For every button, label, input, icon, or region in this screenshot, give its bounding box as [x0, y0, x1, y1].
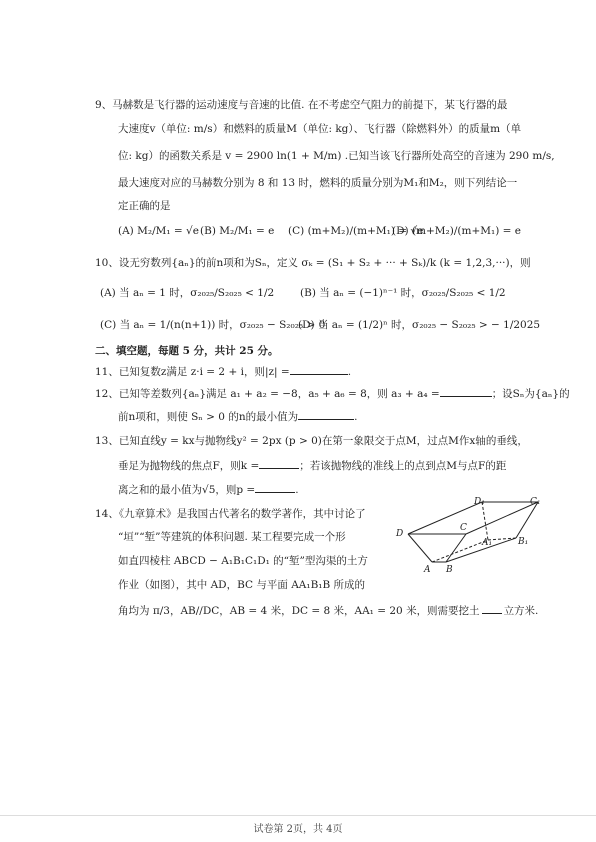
label-d: D — [396, 529, 404, 539]
edge-d1d — [408, 502, 482, 534]
label-b1: B₁ — [518, 537, 529, 547]
q12-text-b: ；设Sₙ为{aₙ}的 — [491, 388, 570, 400]
q9-line-3: 位: kg）的函数关系是 v = 2900 ln(1 + M/m) .已知当该飞行器所处高空的音速为 290 m/s, — [118, 150, 555, 162]
q13-text-c: 离之和的最小值为√5，则p = — [118, 484, 256, 496]
q14-line-1: 14、《九章算术》是我国古代著名的数学著作，其中讨论了 — [95, 508, 366, 520]
q11-line — [95, 363, 351, 379]
edge-da — [408, 534, 432, 562]
answer-blank[interactable] — [298, 408, 354, 420]
label-b: B — [446, 565, 453, 575]
answer-blank[interactable] — [482, 602, 502, 614]
q9-line-5: 定正确的是 — [118, 200, 171, 212]
q14-text-a: 角均为 π/3，AB//DC，AB = 4 米，DC = 8 米，AA₁ = 20 米，则需要挖土 — [118, 605, 480, 617]
q9-option-a: (A) M₂/M₁ = √e — [118, 225, 199, 237]
q14-line-5 — [118, 602, 538, 618]
edge-d1a1 — [482, 502, 488, 540]
prism-figure — [392, 496, 542, 578]
q10-option-c: (C) 当 aₙ = 1/(n(n+1)) 时，σ₂₀₂₅ − S₂₀₂₅ > 0 — [100, 319, 326, 331]
footer-divider — [0, 815, 596, 816]
label-c1: C₁ — [530, 497, 541, 507]
section-heading: 二、填空题，每题 5 分，共计 25 分。 — [95, 345, 279, 357]
q12-text-c: 前n项和，则使 Sₙ > 0 的n的最小值为 — [118, 411, 299, 423]
q13-text-d: . — [295, 484, 299, 496]
q11-text: 11、已知复数z满足 z·i = 2 + i，则|z| = — [95, 366, 290, 378]
q13-text-a: 垂足为抛物线的焦点F，则k = — [118, 460, 260, 472]
page-footer: 试卷第 2页，共 4页 — [253, 824, 343, 835]
q13-line-2 — [118, 457, 506, 473]
q13-text-b: ；若该抛物线的准线上的点到点M与点F的距 — [299, 460, 507, 472]
answer-blank[interactable] — [255, 481, 295, 493]
q10-line-1: 10、设无穷数列{aₙ}的前n项和为Sₙ，定义 σₖ = (S₁ + S₂ + ··· + Sₖ)/k (k = 1,2,3,···)，则 — [95, 257, 531, 269]
q13-line-3 — [118, 481, 299, 497]
q10-option-a: (A) 当 aₙ = 1 时，σ₂₀₂₅/S₂₀₂₅ < 1/2 — [100, 287, 275, 299]
q12-line-1 — [95, 385, 570, 401]
answer-blank[interactable] — [290, 363, 348, 375]
label-d1: D₁ — [474, 497, 485, 507]
q12-text-a: 12、已知等差数列{aₙ}满足 a₁ + a₂ = −8，a₅ + a₆ = 8，则 a₃ + a₄ = — [95, 388, 440, 400]
label-a: A — [424, 565, 431, 575]
q9-line-4: 最大速度对应的马赫数分别为 8 和 13 时，燃料的质量分别为M₁和M₂，则下列结论一 — [118, 177, 518, 189]
edge-bb1 — [446, 538, 516, 562]
label-c: C — [460, 523, 467, 533]
q9-option-d: (D) (m+M₂)/(m+M₁) = e — [392, 225, 521, 237]
q10-option-d: (D) 当 aₙ = (1/2)ⁿ 时，σ₂₀₂₅ − S₂₀₂₅ > − 1/2025 — [298, 319, 541, 331]
q14-line-4: 作业（如图），其中 AD，BC 与平面 AA₁B₁B 所成的 — [118, 579, 366, 591]
q12-line-2 — [118, 408, 357, 424]
q9-line-2: 大速度v（单位: m/s）和燃料的质量M（单位: kg）、飞行器（除燃料外）的质量m（单 — [118, 123, 522, 135]
q14-text-b: 立方米. — [503, 605, 539, 617]
q11-end: . — [347, 366, 352, 378]
q12-text-d: . — [354, 411, 358, 423]
q9-option-b: (B) M₂/M₁ = e — [200, 225, 275, 237]
q9-option-c: (C) (m+M₂)/(m+M₁) = √e — [288, 225, 424, 237]
q9-line-1: 9、马赫数是飞行器的运动速度与音速的比值. 在不考虑空气阻力的前提下，某飞行器的最 — [95, 99, 508, 111]
edge-cb — [446, 534, 466, 562]
answer-blank[interactable] — [259, 457, 299, 469]
label-a1: A₁ — [482, 538, 493, 548]
q10-option-b: (B) 当 aₙ = (−1)ⁿ⁻¹ 时，σ₂₀₂₅/S₂₀₂₅ < 1/2 — [300, 287, 506, 299]
q13-line-1: 13、已知直线y = kx与抛物线y² = 2px (p > 0)在第一象限交于点M，过点M作x轴的垂线， — [95, 435, 528, 447]
answer-blank[interactable] — [440, 385, 492, 397]
q14-line-3: 如直四棱柱 ABCD − A₁B₁C₁D₁ 的“堑”型沟渠的土方 — [118, 555, 368, 567]
q14-line-2: “垣”“堑”等建筑的体积问题. 某工程要完成一个形 — [118, 531, 346, 543]
